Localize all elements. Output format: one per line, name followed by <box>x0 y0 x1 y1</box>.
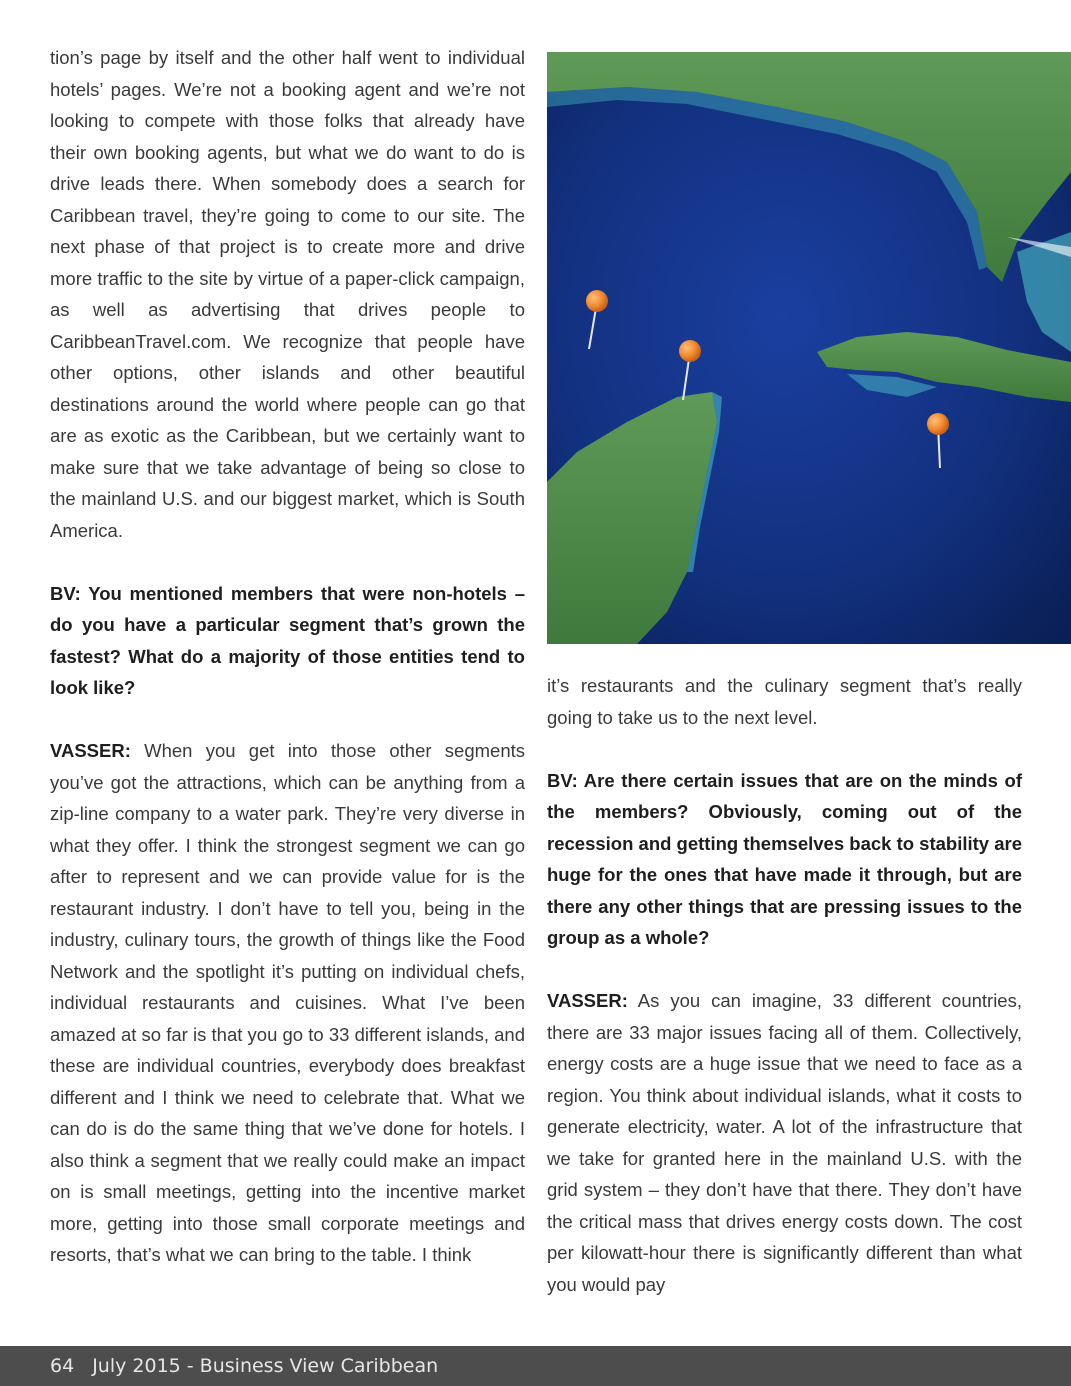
paragraph: tion’s page by itself and the other half went to individual hotels’ pages. We’re not a booking agent and we’re not looking to compete with those folks that already have their own booking agents, but what we do want to do is drive leads there. When somebody does a search for Caribbean travel, they’re going to come to our site. The next phase of that project is to create more and drive more traffic to the site by virtue of a paper-click campaign, as well as advertising that drives people to CaribbeanTravel.com. We recognize that people have other options, other islands and other beautiful destinations around the world where people can go that are as exotic as the Caribbean, but we certainly want to make sure that we take advantage of being so close to the mainland U.S. and our biggest market, which is South America. <box>50 47 525 541</box>
interview-question: BV: You mentioned members that were non-hotels – do you have a particular segment that’s grown the fastest? What do a majority of those entities tend to look like? <box>50 582 525 698</box>
caribbean-map-image <box>547 52 1071 644</box>
paragraph: it’s restaurants and the culinary segment that’s really going to take us to the next level. <box>547 675 1022 728</box>
left-column <box>50 42 525 1271</box>
page-footer <box>0 1346 1071 1386</box>
speaker-label: VASSER: <box>50 740 131 761</box>
answer-text: As you can imagine, 33 different countries, there are 33 major issues facing all of them. Collectively, energy costs are a huge issue that we need to face as a region. You think about individual islands, what it costs to generate electricity, water. A lot of the infrastructure that we take for granted here in the mainland U.S. with the grid system – they don’t have that there. They don’t have the critical mass that drives energy costs down. The cost per kilowatt-hour there is significantly different than what you would pay <box>547 990 1022 1295</box>
interview-answer <box>50 735 525 1271</box>
speaker-label: VASSER: <box>547 990 628 1011</box>
page-number: 64 <box>50 1355 75 1377</box>
interview-question: BV: Are there certain issues that are on the minds of the members? Obviously, coming out of the recession and getting themselves back to stability are huge for the ones that have made it through, but are there any other things that are pressing issues to the group as a whole? <box>547 769 1023 948</box>
interview-answer <box>547 985 1022 1300</box>
right-column <box>547 670 1022 1300</box>
answer-text: When you get into those other segments you’ve got the attractions, which can be anything from a zip-line company to a water park. They’re very diverse in what they offer. I think the strongest segment we can go after to represent and we can provide value for is the restaurant industry. I don’t have to tell you, being in the industry, culinary tours, the growth of things like the Food Network and the spotlight it’s putting on individual chefs, individual restaurants and cuisines. What I’ve been amazed at so far is that you go to 33 different islands, and these are individual countries, everybody does breakfast different and I think we need to celebrate that. What we can do is do the same thing that we’ve done for hotels. I also think a segment that we really could make an impact on is small meetings, getting into the incentive market more, getting into those small corporate meetings and resorts, that’s what we can bring to the table. I think <box>50 740 525 1265</box>
publication-issue: July 2015 - Business View Caribbean <box>92 1355 439 1377</box>
satellite-map-illustration <box>547 52 1071 644</box>
